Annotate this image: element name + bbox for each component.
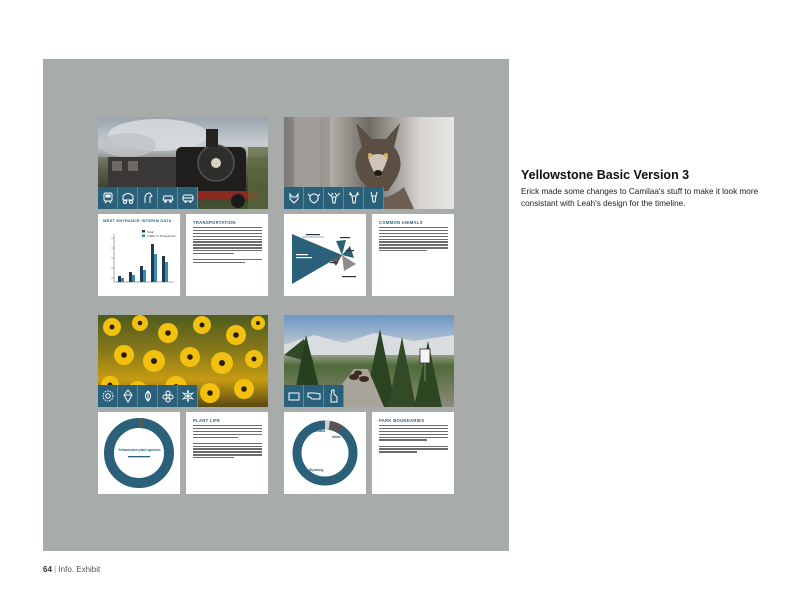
visitor-bar-chart <box>98 214 180 296</box>
state-donut-chart <box>284 412 366 494</box>
wyoming-label: Wyoming <box>309 468 324 472</box>
boundary-text-card <box>372 412 454 494</box>
page-footer <box>43 565 100 574</box>
montana-label: Montana <box>312 429 326 433</box>
montana-icon[interactable] <box>304 385 324 407</box>
wolf-icon[interactable] <box>284 187 304 209</box>
train-icon[interactable] <box>98 187 118 209</box>
boundary-body-text <box>379 425 448 454</box>
car-icon[interactable] <box>158 187 178 209</box>
plant-chart-card <box>98 412 180 494</box>
deer-icon[interactable] <box>364 187 384 209</box>
animal-chart-card <box>284 214 366 296</box>
wolf-photo <box>284 117 454 209</box>
pinecone-icon[interactable] <box>118 385 138 407</box>
blossom-icon[interactable] <box>178 385 198 407</box>
idaho-icon[interactable] <box>324 385 344 407</box>
exhibit-board <box>43 59 509 551</box>
bus-icon[interactable] <box>178 187 198 209</box>
moose-icon[interactable] <box>324 187 344 209</box>
boundary-card-title: PARK BOUNDARIES <box>379 418 425 423</box>
plant-body-text <box>193 425 262 460</box>
legend-traffic: Traffic In Through the <box>147 234 176 238</box>
transport-chart-card <box>98 214 180 296</box>
transport-body-text <box>193 227 262 265</box>
footer-separator: | <box>54 565 57 574</box>
section-name: Info. Exhibit <box>58 565 101 574</box>
idaho-label: Idaho <box>332 435 341 439</box>
elk-icon[interactable] <box>344 187 364 209</box>
plant-icon-bar <box>98 385 198 407</box>
sunflower-icon[interactable] <box>98 385 118 407</box>
state-icon-bar <box>284 385 344 407</box>
animal-body-text <box>379 227 448 253</box>
horse-icon[interactable] <box>138 187 158 209</box>
road-bison-photo <box>284 315 454 407</box>
plant-text-card <box>186 412 268 494</box>
animal-population-chart <box>284 214 366 296</box>
wyoming-icon[interactable] <box>284 385 304 407</box>
transport-card-title: TRANSPORTATION <box>193 220 236 225</box>
animal-icon-bar <box>284 187 384 209</box>
legend-total: Total <box>147 229 154 234</box>
plant-card-title: PLANT LIFE <box>193 418 221 423</box>
page-number: 64 <box>43 565 52 574</box>
flower-icon[interactable] <box>158 385 178 407</box>
wagon-icon[interactable] <box>118 187 138 209</box>
transport-icon-bar <box>98 187 198 209</box>
plant-donut-label: Yellowstone plant species: <box>118 448 162 452</box>
flowers-photo <box>98 315 268 407</box>
chart-title: WEST ENTRANCE INTERIM DATA <box>103 219 172 223</box>
boundary-chart-card <box>284 412 366 494</box>
transport-text-card <box>186 214 268 296</box>
train-photo <box>98 117 268 209</box>
leaf-icon[interactable] <box>138 385 158 407</box>
caption-body: Erick made some changes to Camilaa's stuff to make it look more consistant with Leah's design for the timeline. <box>521 187 759 208</box>
animal-text-card <box>372 214 454 296</box>
animal-card-title: COMMON ANIMALS <box>379 220 423 225</box>
caption-title: Yellowstone Basic Version 3 <box>521 168 690 182</box>
bison-icon[interactable] <box>304 187 324 209</box>
plant-donut-chart <box>98 412 180 494</box>
